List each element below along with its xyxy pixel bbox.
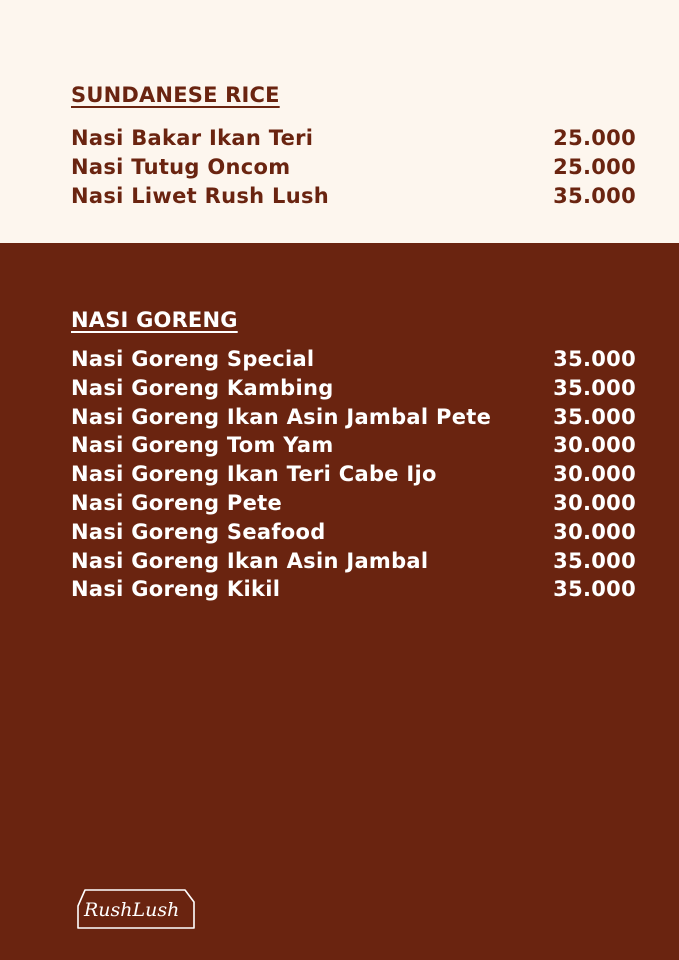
menu-item-price: 30.000 [553, 519, 636, 544]
menu-item [71, 577, 636, 606]
nasi-goreng-list [71, 347, 636, 606]
menu-item-name: Nasi Goreng Special [71, 347, 315, 371]
menu-item-name: Nasi Goreng Kikil [71, 577, 281, 602]
section-title-nasi-goreng: NASI GORENG [71, 308, 238, 332]
menu-item-price: 35.000 [553, 347, 636, 371]
menu-item-price: 35.000 [553, 375, 636, 400]
menu-item-name: Nasi Goreng Pete [71, 490, 283, 515]
menu-item [71, 126, 636, 155]
menu-item-price: 25.000 [553, 154, 636, 179]
menu-item [71, 184, 636, 213]
menu-item-price: 30.000 [553, 433, 636, 458]
menu-item-name: Nasi Bakar Ikan Teri [71, 126, 314, 150]
menu-item-name: Nasi Goreng Kambing [71, 375, 334, 400]
rushlush-logo [75, 886, 197, 930]
menu-item [71, 520, 636, 549]
menu-item [71, 491, 636, 520]
menu-item [71, 433, 636, 462]
sundanese-rice-panel [0, 0, 679, 243]
sundanese-rice-list [71, 126, 636, 212]
nasi-goreng-panel [0, 243, 679, 960]
menu-item [71, 376, 636, 405]
menu-item-price: 25.000 [553, 126, 636, 150]
section-title-sundanese-rice: SUNDANESE RICE [71, 83, 280, 107]
menu-item [71, 347, 636, 376]
menu-item-price: 35.000 [553, 183, 636, 208]
logo-text: RushLush [84, 899, 180, 921]
menu-item-name: Nasi Liwet Rush Lush [71, 183, 329, 208]
menu-item-name: Nasi Goreng Tom Yam [71, 433, 334, 458]
menu-item-name: Nasi Goreng Seafood [71, 519, 326, 544]
menu-item [71, 462, 636, 491]
menu-item [71, 549, 636, 578]
menu-item-name: Nasi Goreng Ikan Asin Jambal [71, 548, 429, 573]
menu-item-price: 30.000 [553, 462, 636, 487]
menu-item-name: Nasi Goreng Ikan Asin Jambal Pete [71, 404, 492, 429]
menu-item-price: 35.000 [553, 577, 636, 602]
menu-item-price: 35.000 [553, 404, 636, 429]
menu-item [71, 405, 636, 434]
menu-item-price: 30.000 [553, 490, 636, 515]
menu-item [71, 155, 636, 184]
menu-item-name: Nasi Goreng Ikan Teri Cabe Ijo [71, 462, 437, 487]
menu-item-price: 35.000 [553, 548, 636, 573]
menu-item-name: Nasi Tutug Oncom [71, 154, 291, 179]
